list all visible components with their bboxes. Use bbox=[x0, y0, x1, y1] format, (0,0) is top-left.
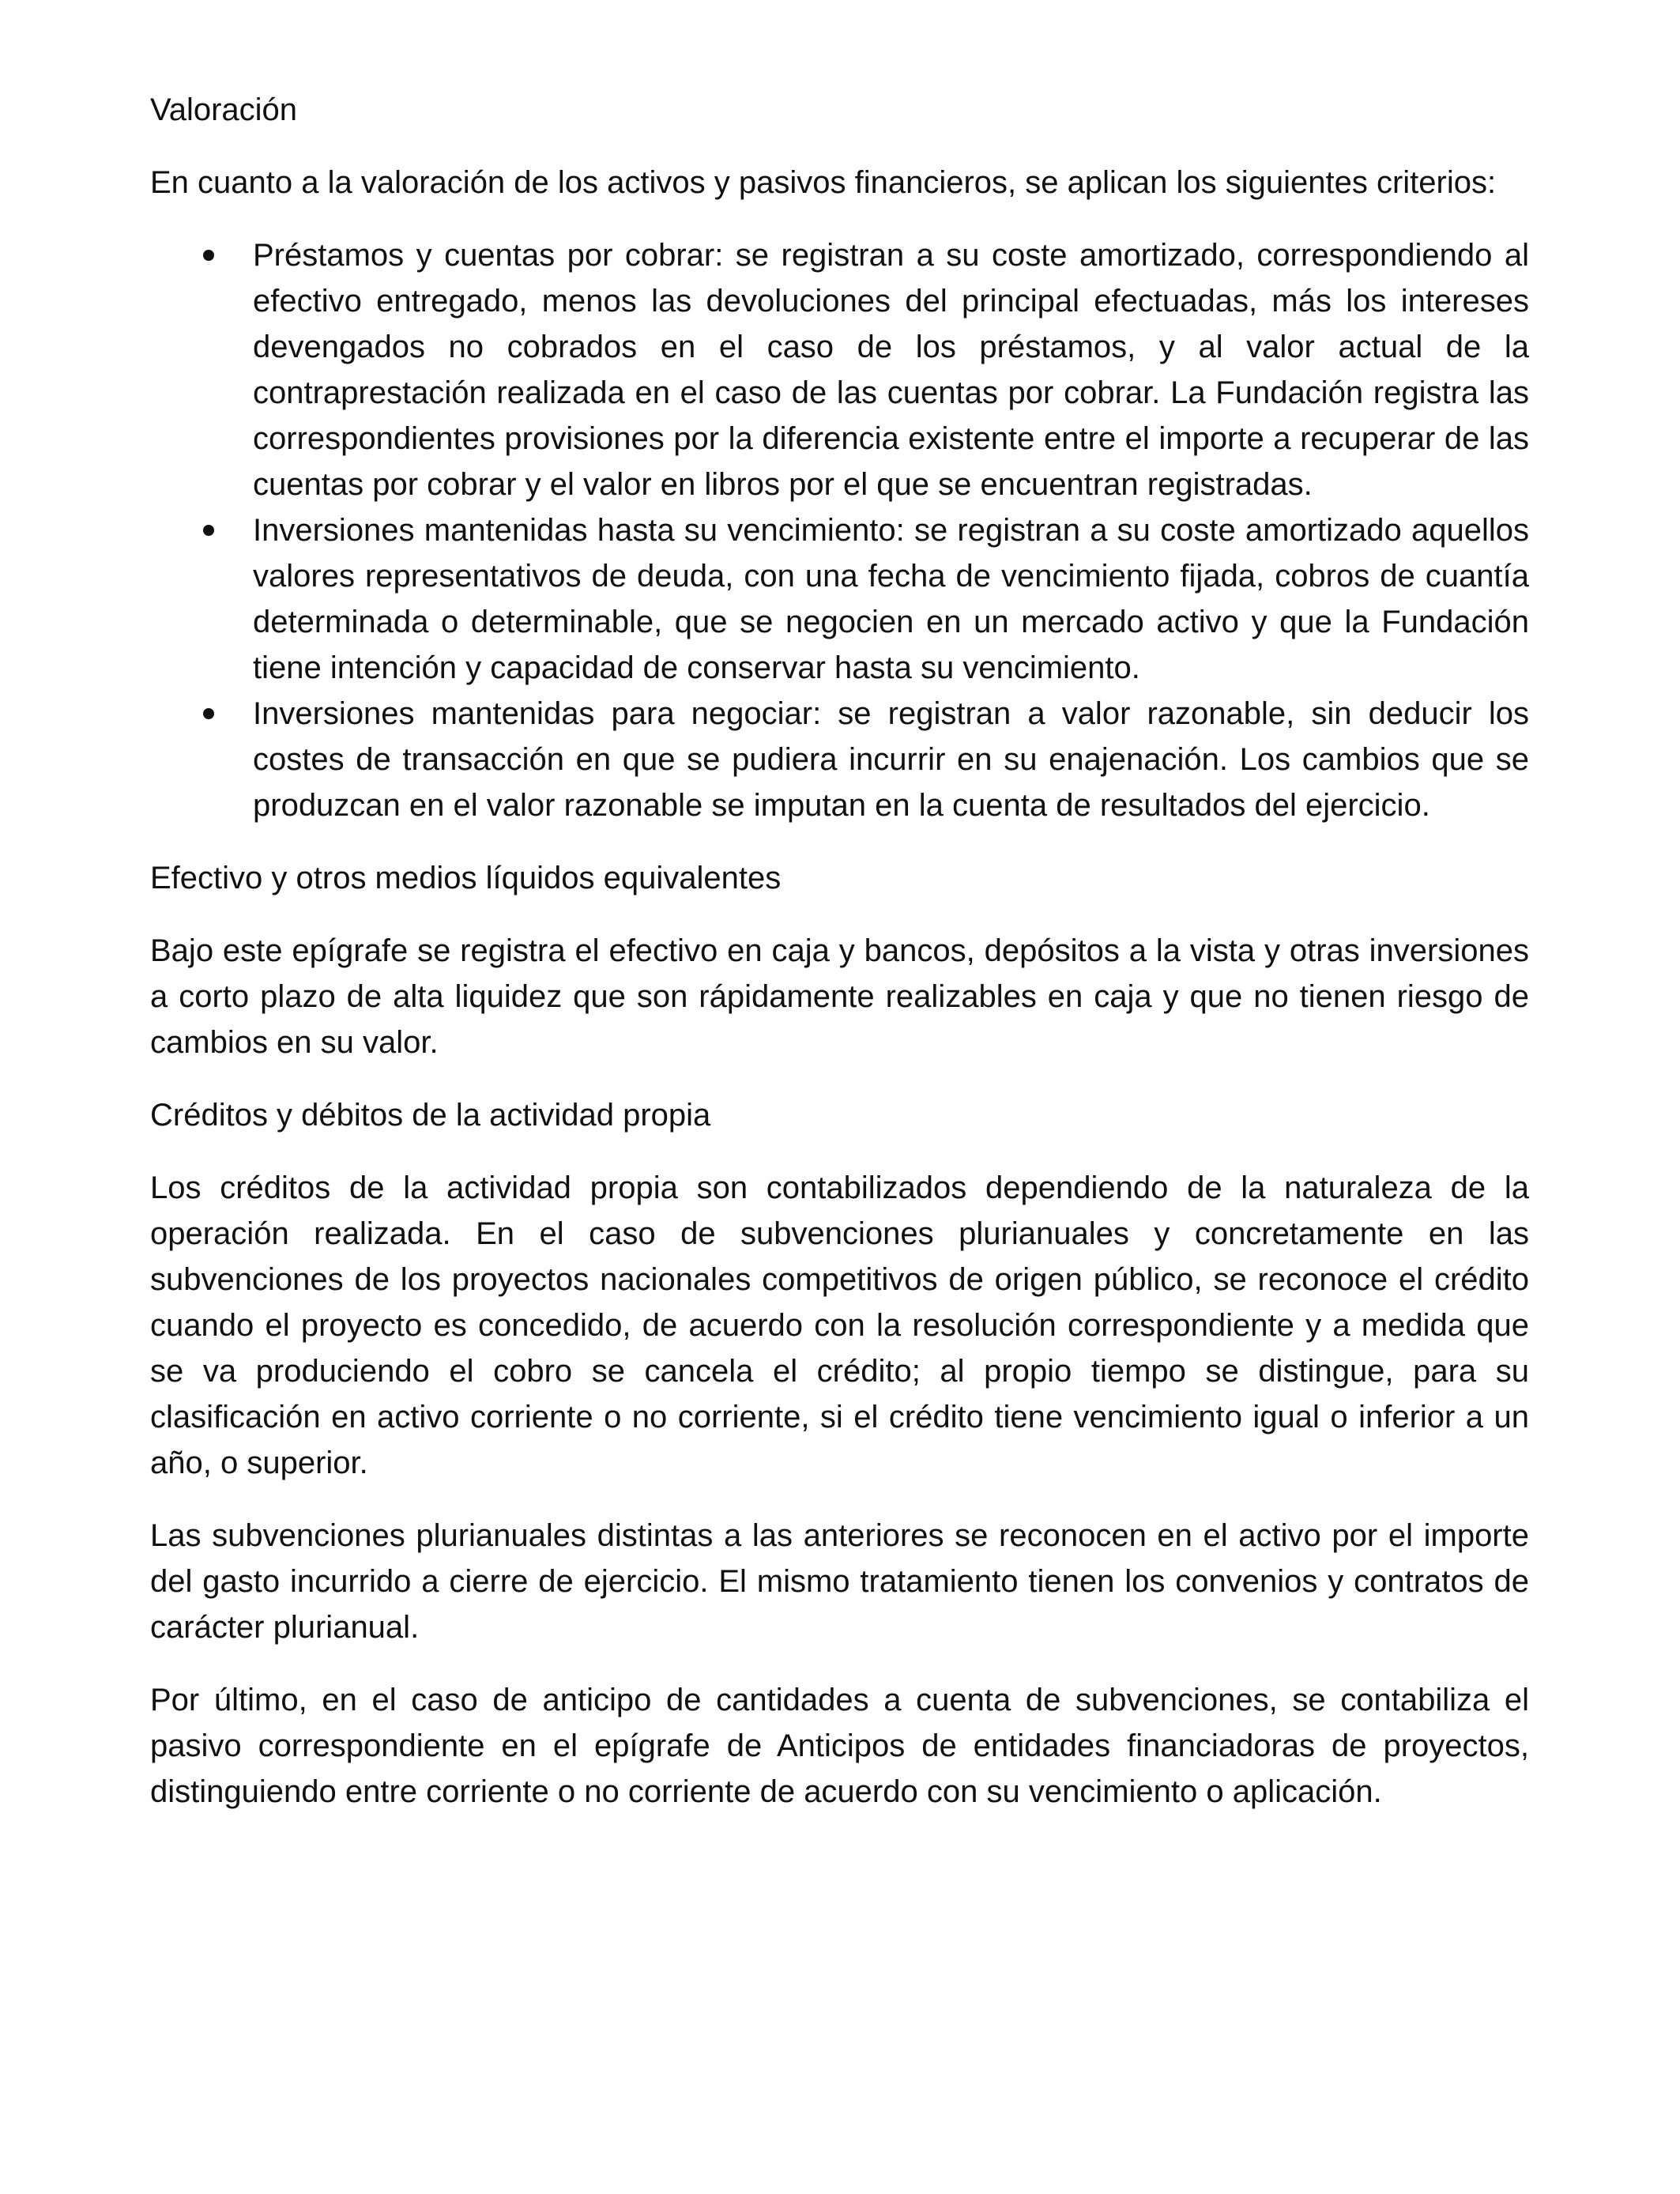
list-item bbox=[253, 232, 1529, 507]
creditos-paragraph: Las subvenciones plurianuales distintas a las anteriores se reconocen en el activo por el importe del gasto incurrido a cierre de ejercicio. El mismo tratamiento tienen los convenios y contratos de carácter plurianual. bbox=[150, 1518, 1529, 1645]
creditos-paragraph: Por último, en el caso de anticipo de cantidades a cuenta de subvenciones, se contabiliza el pasivo correspondiente en el epígrafe de Anticipos de entidades financiadoras de proyectos, distinguiendo entre corriente o no corriente de acuerdo con su vencimiento o aplicación. bbox=[150, 1683, 1529, 1809]
document-page bbox=[150, 87, 1529, 1842]
efectivo-paragraph: Bajo este epígrafe se registra el efectivo en caja y bancos, depósitos a la vista y otras inversiones a corto plazo de alta liquidez que son rápidamente realizables en caja y que no tienen riesgo de cambios en su valor. bbox=[150, 933, 1529, 1060]
valoracion-criteria-list bbox=[150, 232, 1529, 828]
list-item-text: Préstamos y cuentas por cobrar: se registran a su coste amortizado, correspondiendo al efectivo entregado, menos las devoluciones del principal efectuadas, más los intereses devengados no cobrados en el caso de los préstamos, y al valor actual de la contraprestación realizada en el caso de las cuentas por cobrar. La Fundación registra las correspondientes provisiones por la diferencia existente entre el importe a recuperar de las cuentas por cobrar y el valor en libros por el que se encuentran registradas. bbox=[253, 238, 1529, 502]
section-heading-efectivo: Efectivo y otros medios líquidos equivalentes bbox=[150, 861, 782, 895]
bullet-icon bbox=[203, 708, 214, 719]
creditos-paragraph: Los créditos de la actividad propia son contabilizados dependiendo de la naturaleza de la operación realizada. En el caso de subvenciones plurianuales y concretamente en las subvenciones de los proyectos nacionales competitivos de origen público, se reconoce el crédito cuando el proyecto es concedido, de acuerdo con la resolución correspondiente y a medida que se va produciendo el cobro se cancela el crédito; al propio tiempo se distingue, para su clasificación en activo corriente o no corriente, si el crédito tiene vencimiento igual o inferior a un año, o superior. bbox=[150, 1171, 1529, 1480]
list-item bbox=[253, 691, 1529, 828]
list-item-text: Inversiones mantenidas para negociar: se registran a valor razonable, sin deducir los costes de transacción en que se pudiera incurrir en su enajenación. Los cambios que se produzcan en el valor razonable se imputan en la cuenta de resultados del ejercicio. bbox=[253, 696, 1529, 823]
bullet-icon bbox=[203, 250, 214, 261]
section-heading-valoracion: Valoración bbox=[150, 92, 298, 127]
list-item-text: Inversiones mantenidas hasta su vencimiento: se registran a su coste amortizado aquellos valores representativos de deuda, con una fecha de vencimiento fijada, cobros de cuantía determinada o determinable, que se negocien en un mercado activo y que la Fundación tiene intención y capacidad de conservar hasta su vencimiento. bbox=[253, 513, 1529, 685]
bullet-icon bbox=[203, 525, 214, 536]
list-item bbox=[253, 507, 1529, 691]
valoracion-intro-paragraph: En cuanto a la valoración de los activos y pasivos financieros, se aplican los siguientes criterios: bbox=[150, 165, 1497, 200]
section-heading-creditos: Créditos y débitos de la actividad propia bbox=[150, 1098, 711, 1133]
